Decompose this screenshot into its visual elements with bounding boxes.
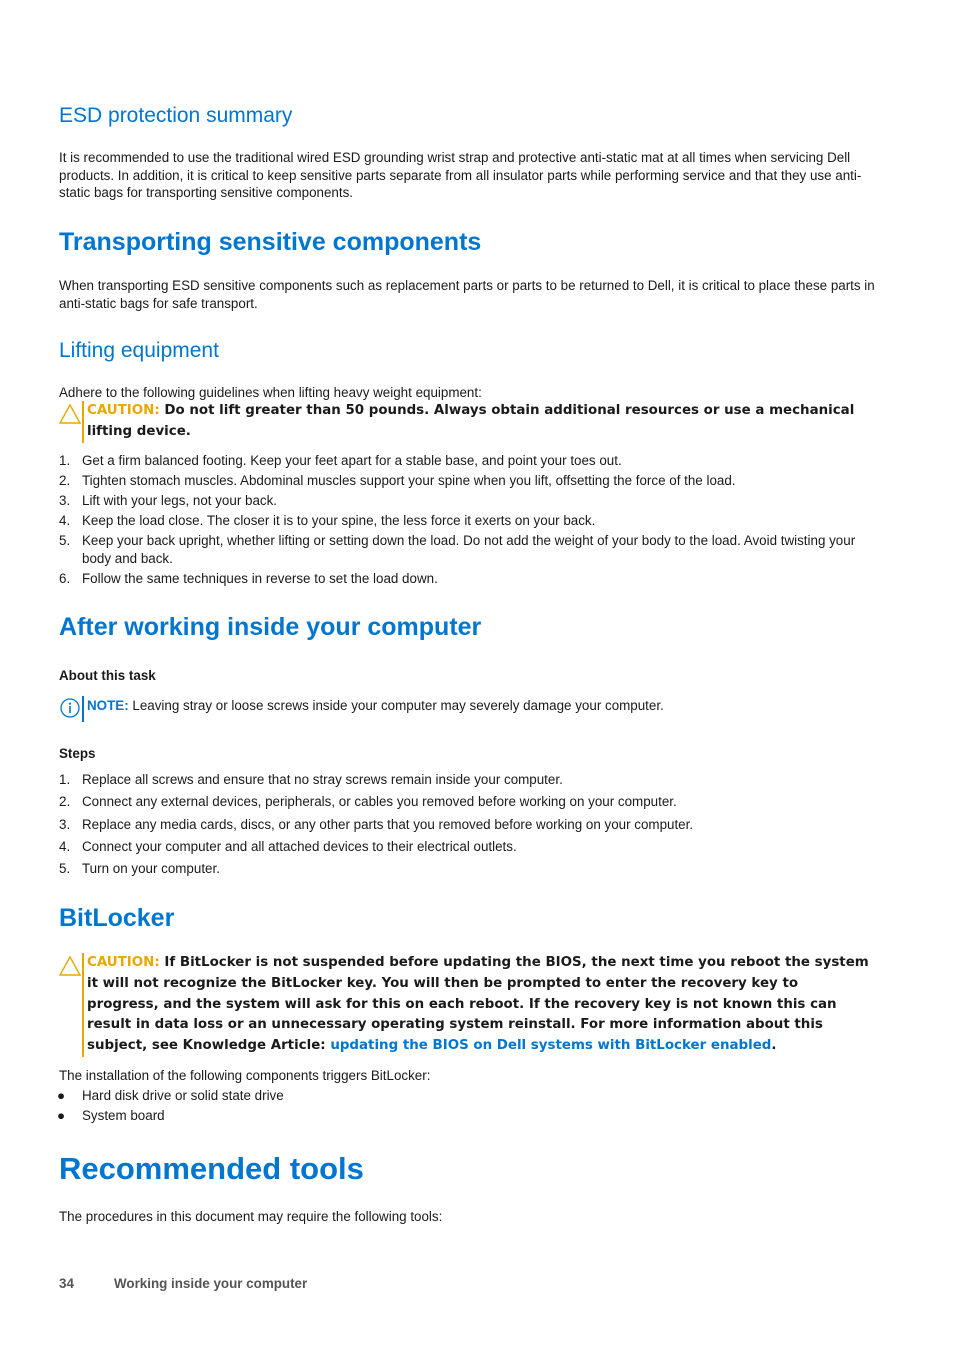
- bitlocker-components: [59, 1087, 869, 1125]
- list-item: 2. Tighten stomach muscles. Abdominal muscles support your spine when you lift, offsetting the force of the load.: [59, 473, 736, 488]
- warning-triangle-icon: [59, 403, 81, 425]
- lifting-steps: [59, 452, 869, 587]
- esd-body: It is recommended to use the traditional wired ESD grounding wrist strap and protective anti-static mat at all times when servicing Dell products. In addition, it is critical to keep sensitive parts separate from all insulator parts while performing service and that they use anti-static bags for transporting sensitive components.: [59, 150, 862, 200]
- esd-heading: ESD protection summary: [59, 104, 293, 127]
- info-circle-icon: [59, 697, 81, 719]
- list-item: 1. Get a firm balanced footing. Keep your feet apart for a stable base, and point your toes out.: [59, 453, 622, 468]
- transport-heading: Transporting sensitive components: [59, 228, 482, 256]
- list-item: 3. Replace any media cards, discs, or any other parts that you removed before working on your computer.: [59, 816, 694, 832]
- warning-triangle-icon: [59, 955, 81, 977]
- page-number: 34: [59, 1276, 74, 1291]
- list-item: 3. Lift with your legs, not your back.: [59, 493, 278, 508]
- caution-label: CAUTION:: [87, 403, 160, 418]
- tools-heading: Recommended tools: [59, 1151, 364, 1186]
- transport-body: When transporting ESD sensitive components such as replacement parts or parts to be returned to Dell, it is critical to place these parts in anti-static bags for safe transport.: [59, 278, 875, 311]
- after-note: [59, 696, 869, 722]
- list-item: 4. Keep the load close. The closer it is to your spine, the less force it exerts on your back.: [59, 513, 596, 528]
- list-item: 1. Replace all screws and ensure that no stray screws remain inside your computer.: [59, 772, 563, 787]
- caution-text: Do not lift greater than 50 pounds. Always obtain additional resources or use a mechanical lifting device.: [87, 403, 855, 439]
- list-item: ● Hard disk drive or solid state drive: [57, 1088, 284, 1103]
- caution-label: CAUTION:: [87, 955, 160, 970]
- lifting-heading: Lifting equipment: [59, 339, 219, 362]
- after-steps: [59, 771, 869, 878]
- list-item: 4. Connect your computer and all attached devices to their electrical outlets.: [59, 838, 517, 854]
- note-label: NOTE:: [87, 698, 129, 713]
- bitlocker-intro: The installation of the following components triggers BitLocker:: [59, 1068, 431, 1083]
- list-item: 5. Keep your back upright, whether lifting or setting down the load. Do not add the weight of your body to the load. Avoid twisting your body and back.: [59, 533, 856, 566]
- list-item: 2. Connect any external devices, peripherals, or cables you removed before working on your computer.: [59, 794, 677, 810]
- chapter-title: Working inside your computer: [114, 1276, 308, 1291]
- knowledge-article-link[interactable]: updating the BIOS on Dell systems with BitLocker enabled: [330, 1038, 772, 1054]
- bitlocker-heading: BitLocker: [59, 904, 175, 932]
- lifting-intro: Adhere to the following guidelines when lifting heavy weight equipment:: [59, 385, 482, 400]
- list-item: 6. Follow the same techniques in reverse to set the load down.: [59, 570, 438, 586]
- after-heading: After working inside your computer: [59, 613, 482, 641]
- caution-bar: [82, 953, 84, 1057]
- about-task-label: About this task: [59, 668, 156, 683]
- note-bar: [82, 696, 84, 722]
- lifting-caution: [59, 401, 869, 443]
- page-footer: [59, 1276, 307, 1291]
- caution-text: If BitLocker is not suspended before updating the BIOS, the next time you reboot the system it will not recognize the BitLocker key. You will then be prompted to enter the recovery key to progress, and the system will ask for this on each reboot. If the recovery key is not known this can result in data loss or an unnecessary operating system reinstall. For more information about this subject, see Knowledge Article:: [87, 955, 869, 1054]
- note-text: Leaving stray or loose screws inside your computer may severely damage your computer.: [132, 698, 664, 713]
- tools-body: The procedures in this document may require the following tools:: [59, 1209, 443, 1224]
- list-item: 5. Turn on your computer.: [59, 861, 220, 877]
- list-item: ● System board: [57, 1108, 165, 1123]
- steps-label: Steps: [59, 746, 96, 761]
- caution-bar: [82, 401, 84, 443]
- bitlocker-caution: CAUTION: If BitLocker is not suspended before updating the BIOS, the next time you reboot the system it will not recognize the BitLocker key. You will then be prompted to enter the recovery key to progress, and the system will ask for this on each reboot. If the recovery key is not known this can result in data loss or an unnecessary operating system reinstall. For more information about this subject, see Knowledge Article: updating the BIOS on Dell systems with BitLocker enabled.: [59, 953, 869, 1057]
